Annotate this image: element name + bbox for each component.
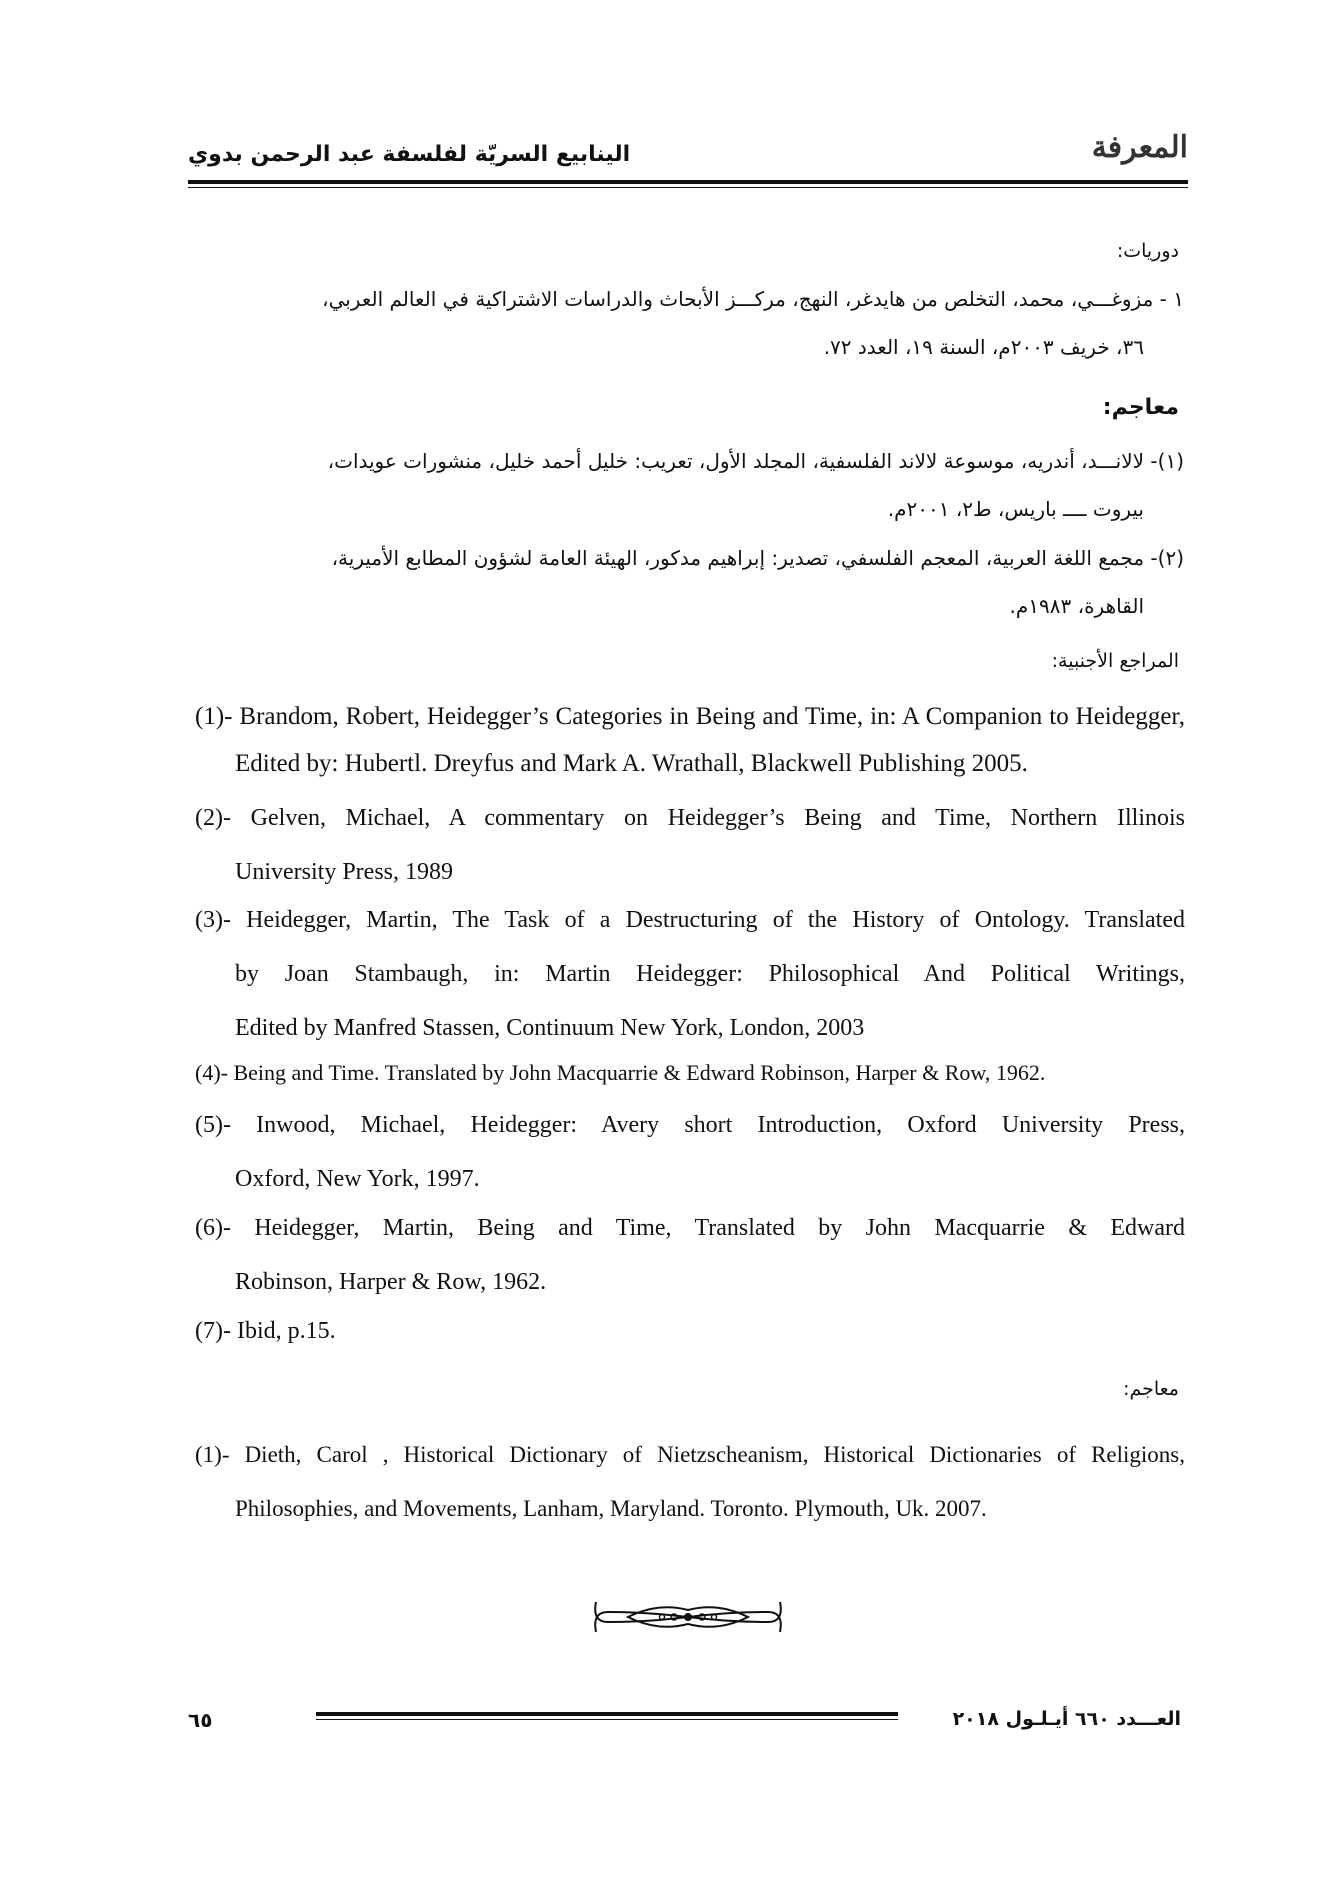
issue-label: العـــدد ٦٦٠ أيـلـول ٢٠١٨ [952,1708,1181,1730]
running-header [188,120,1188,190]
reference-line: (7)- Ibid, p.15. [195,1318,336,1344]
periodical-entry-1 [194,275,1184,371]
reference-line-cont: Robinson, Harper & Row, 1962. [235,1269,547,1295]
dictionary-entry-2 [194,534,1184,630]
page-number: ٦٥ [188,1708,213,1732]
reference-line: (1)- Brandom, Robert, Heidegger’s Categories in Being and Time, in: A Companion to Heidegger, [195,703,1185,730]
reference-line: (2)- Gelven, Michael, A commentary on Heidegger’s Being and Time, Northern Illinois [195,805,1185,831]
dictionaries-en-heading: معاجم: [1123,1378,1179,1400]
dictionary-en-entry-1 [195,1428,1185,1536]
footer-rule [316,1712,898,1716]
reference-line: (1)- Dieth, Carol , Historical Dictionary of Nietzscheanism, Historical Dictionaries of Religions, [195,1442,1185,1467]
reference-6 [195,1201,1185,1309]
running-title: الينابيع السريّة لفلسفة عبد الرحمن بدوي [188,142,631,167]
reference-4 [195,1046,1185,1100]
reference-5 [195,1098,1185,1206]
entry-line: ١ - مزوغـــي، محمد، التخلص من هايدغر، النهج، مركـــز الأبحاث والدراسات الاشتراكية في العالم العربي، [322,287,1184,311]
periodicals-heading: دوريات: [1116,240,1179,262]
reference-7 [195,1304,1185,1358]
reference-3 [195,893,1185,1055]
footer-rule-thin [316,1719,898,1720]
reference-line-cont: Edited by: Hubertl. Dreyfus and Mark A. Wrathall, Blackwell Publishing 2005. [235,750,1028,777]
reference-line-cont: Edited by Manfred Stassen, Continuum New York, London, 2003 [235,1015,865,1041]
reference-line-cont: by Joan Stambaugh, in: Martin Heidegger: Philosophical And Political Writings, [235,961,1185,987]
header-rule [188,180,1188,184]
entry-line-cont: القاهرة، ١٩٨٣م. [1009,594,1144,618]
reference-line: (5)- Inwood, Michael, Heidegger: Avery short Introduction, Oxford University Press, [195,1112,1185,1138]
reference-line-cont: University Press, 1989 [235,859,453,885]
entry-line: (٢)- مجمع اللغة العربية، المعجم الفلسفي، تصدير: إبراهيم مدكور، الهيئة العامة لشؤون المطابع الأميرية، [331,546,1184,570]
entry-line: (١)- لالانـــد، أندريه، موسوعة لالاند الفلسفية، المجلد الأول، تعريب: خليل أحمد خليل، منشورات عويدات، [327,449,1184,473]
reference-line: (3)- Heidegger, Martin, The Task of a Destructuring of the History of Ontology. Translated [195,907,1185,933]
ornament-divider-icon [588,1592,788,1642]
journal-logo: المعرفة [1091,130,1188,165]
dictionaries-heading: معاجم: [1102,395,1179,420]
reference-line-cont: Philosophies, and Movements, Lanham, Maryland. Toronto. Plymouth, Uk. 2007. [235,1496,987,1521]
reference-1 [195,693,1185,787]
dictionary-entry-1 [194,437,1184,533]
reference-line: (6)- Heidegger, Martin, Being and Time, Translated by John Macquarrie & Edward [195,1215,1185,1241]
entry-line-cont: بيروت ــــ باريس، ط٢، ٢٠٠١م. [887,497,1144,521]
header-rule-thin [188,187,1188,188]
reference-line-cont: Oxford, New York, 1997. [235,1166,480,1192]
reference-2 [195,791,1185,899]
entry-line-cont: ٣٦، خريف ٢٠٠٣م، السنة ١٩، العدد ٧٢. [823,335,1144,359]
foreign-refs-heading: المراجع الأجنبية: [1051,650,1179,672]
reference-line: (4)- Being and Time. Translated by John Macquarrie & Edward Robinson, Harper & Row, 1962. [195,1060,1046,1085]
